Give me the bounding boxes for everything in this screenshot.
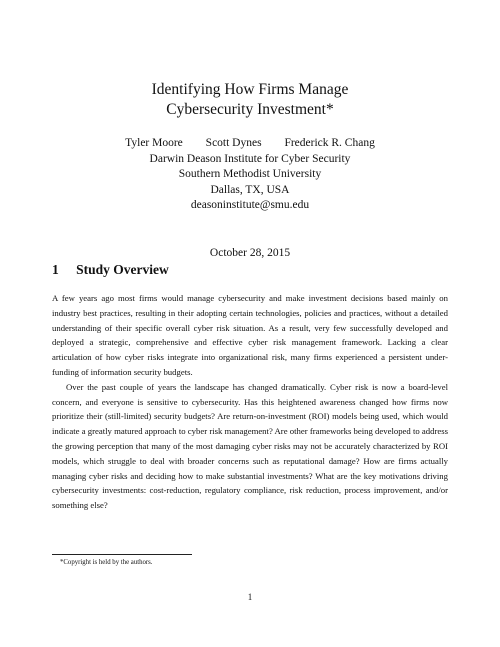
- section-number: 1: [52, 262, 59, 277]
- location: Dallas, TX, USA: [210, 183, 290, 196]
- paper-date: October 28, 2015: [209, 247, 291, 259]
- section-heading: [52, 262, 169, 278]
- affiliation: Darwin Deason Institute for Cyber Security: [149, 152, 351, 165]
- author-names: [0, 136, 500, 152]
- author-name: Tyler Moore: [125, 137, 183, 149]
- author-block: [0, 136, 500, 214]
- footnote: *Copyright is held by the authors.: [60, 559, 153, 566]
- page-number: 1: [247, 592, 253, 602]
- body-text: [52, 291, 448, 513]
- title-line-1: Identifying How Firms Manage: [151, 81, 349, 98]
- footnote-rule: [52, 554, 192, 555]
- author-name: Scott Dynes: [205, 137, 262, 149]
- title-line-2: Cybersecurity Investment*: [166, 101, 334, 118]
- author-name: Frederick R. Chang: [284, 137, 375, 149]
- paper-title: [0, 80, 500, 120]
- paragraph: Over the past couple of years the landscape has changed dramatically. Cyber risk is now a board-level concern, and everyone is sensitive to cybersecurity. Has this heightened awareness changed how firms now prioritize their (still-limited) security budgets? Are return-on-investment (ROI) models being used, which would indicate a greatly matured approach to cyber risk management? Are other frameworks being developed to address the growing perception that many of the most damaging cyber risks may not be accurately characterized by ROI models, which struggle to deal with broader concerns such as reputational damage? How are firms actually managing cyber risks and deciding how to make substantial investments? What are the key motivations driving cybersecurity investments: cost-reduction, regulatory compliance, risk reduction, process improvement, and/or something else?: [52, 381, 448, 511]
- paragraph: A few years ago most firms would manage cybersecurity and make investment decisions based mainly on industry best practices, resulting in their adopting certain technologies, policies and practices, without a detailed understanding of their specific overall cyber risk situation. As a result, very few successfully developed and deployed a strategic, comprehensive and effective cyber risk management framework. Lacking a clear articulation of how cyber risks integrate into organizational risk, many firms experienced a persistent under-funding of information security budgets.: [52, 293, 448, 377]
- email: deasoninstitute@smu.edu: [190, 199, 310, 211]
- university: Southern Methodist University: [178, 168, 322, 180]
- section-title: Study Overview: [76, 262, 169, 277]
